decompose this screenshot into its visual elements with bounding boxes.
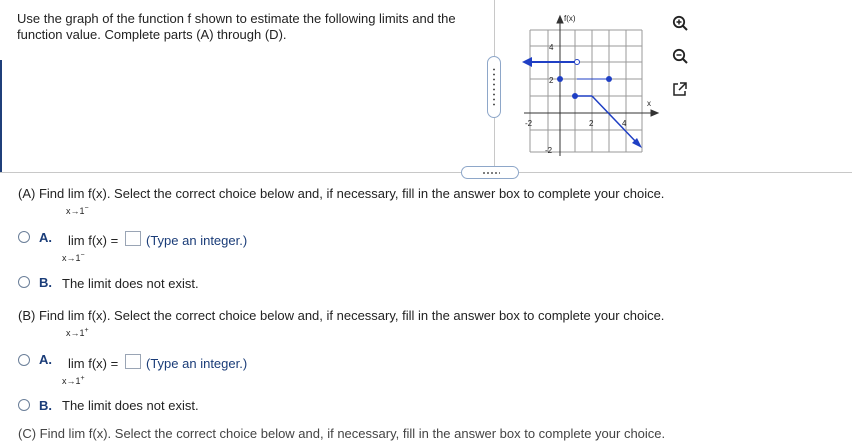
- partB-choiceB-radio[interactable]: [18, 399, 30, 411]
- graph-curve: [522, 57, 642, 148]
- partB-choiceA-sub: x→1+: [62, 375, 85, 386]
- partA-choiceA-lim: lim f(x) =: [68, 233, 119, 248]
- partB-question: (B) Find lim f(x). Select the correct choice below and, if necessary, fill in the answer box to complete your choice.: [18, 308, 665, 323]
- partB-question-sub: x→1+: [66, 327, 89, 338]
- partA-answer-box[interactable]: [125, 231, 141, 246]
- partB-choiceA-lim: lim f(x) =: [68, 356, 119, 371]
- partB-choiceA-letter: A.: [39, 352, 52, 367]
- partA-choiceA-hint: (Type an integer.): [146, 233, 248, 248]
- y-tick-neg2: -2: [545, 146, 553, 155]
- prompt-line-2: function value. Complete parts (A) through (D).: [17, 27, 287, 42]
- horizontal-resize-handle[interactable]: [461, 166, 519, 179]
- partC-question-cut: (C) Find lim f(x). Select the correct choice below and, if necessary, fill in the answer box to complete your choice.: [18, 426, 666, 441]
- x-tick-neg2: -2: [525, 119, 533, 128]
- partB-choiceB-text: The limit does not exist.: [62, 398, 199, 413]
- graph-ylabel: f(x): [564, 14, 576, 23]
- vertical-resize-handle[interactable]: [487, 56, 501, 118]
- zoom-out-icon[interactable]: [670, 46, 690, 66]
- partB-answer-box[interactable]: [125, 354, 141, 369]
- y-tick-2: 2: [549, 76, 554, 85]
- x-tick-4: 4: [622, 119, 627, 128]
- left-edge-strip: [0, 60, 2, 172]
- y-tick-4: 4: [549, 43, 554, 52]
- graph-axes: [524, 16, 658, 156]
- horizontal-divider: [0, 172, 852, 173]
- graph-xlabel: x: [647, 99, 651, 108]
- prompt-line-1: Use the graph of the function f shown to estimate the following limits and the: [17, 11, 456, 26]
- graph-svg: [520, 12, 660, 157]
- partA-choiceB-radio[interactable]: [18, 276, 30, 288]
- partB-choiceA-radio[interactable]: [18, 354, 30, 366]
- partB-choiceA-hint: (Type an integer.): [146, 356, 248, 371]
- popout-icon[interactable]: [670, 79, 690, 99]
- partA-choiceA-letter: A.: [39, 230, 52, 245]
- partA-question-sub: x→1−: [66, 205, 89, 216]
- partA-choiceB-letter: B.: [39, 275, 52, 290]
- problem-prompt: [17, 11, 477, 43]
- function-graph: [520, 12, 660, 157]
- x-tick-2: 2: [589, 119, 594, 128]
- partA-choiceB-text: The limit does not exist.: [62, 276, 199, 291]
- partA-choiceA-sub: x→1−: [62, 252, 85, 263]
- partA-choiceA-radio[interactable]: [18, 231, 30, 243]
- partB-choiceB-letter: B.: [39, 398, 52, 413]
- graph-grid: [530, 30, 642, 152]
- partA-question: (A) Find lim f(x). Select the correct choice below and, if necessary, fill in the answer box to complete your choice.: [18, 186, 665, 201]
- zoom-in-icon[interactable]: [670, 13, 690, 33]
